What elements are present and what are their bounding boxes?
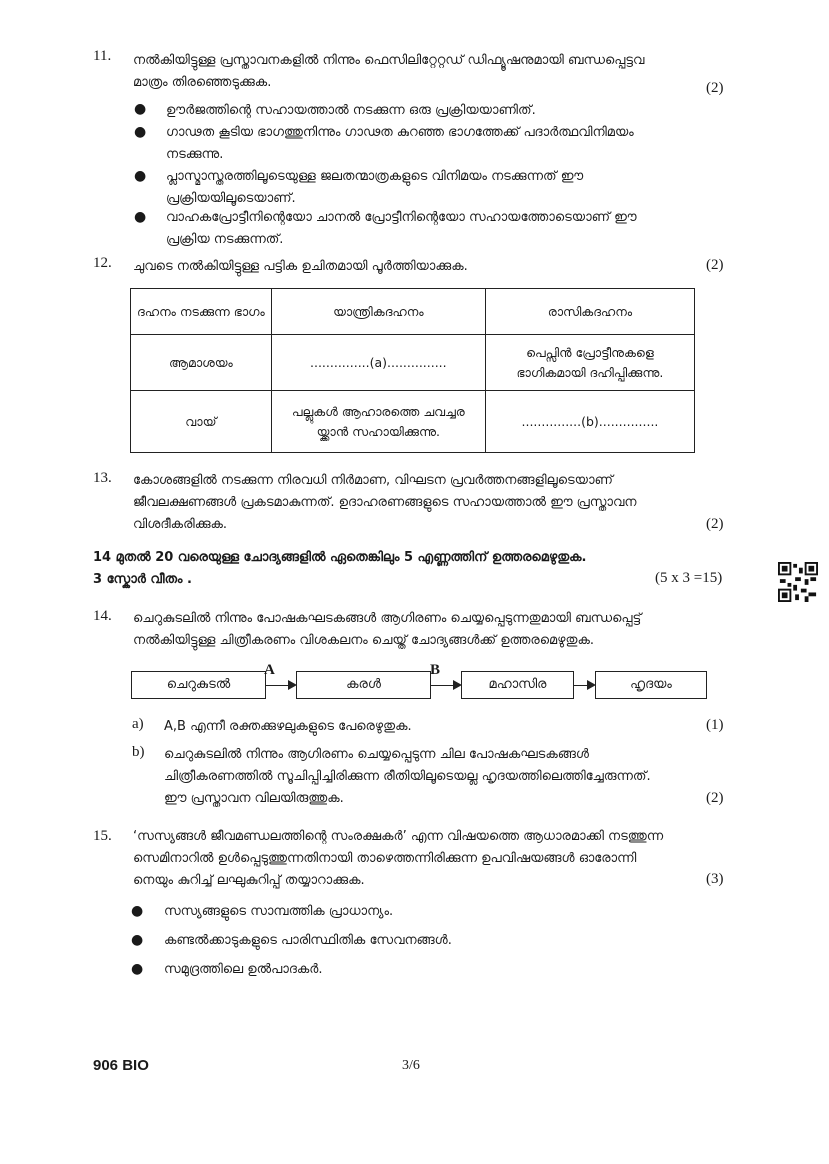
arrow-label-b: B xyxy=(430,662,441,678)
bullet-icon: ● xyxy=(134,101,147,117)
paper-code: 906 BIO xyxy=(93,1057,149,1074)
question-line: സെമിനാറിൽ ഉൾപ്പെടുത്തുന്നതിനായി താഴെത്തന്നിരിക്കുന്ന ഉപവിഷയങ്ങൾ ഓരോന്നി xyxy=(133,851,637,866)
question-line: ജീവലക്ഷണങ്ങൾ പ്രകടമാകുന്നത്. ഉദാഹരണങ്ങളുടെ സഹായത്താൽ ഈ പ്രസ്താവന xyxy=(133,495,637,510)
arrow-a xyxy=(266,685,295,686)
bullet-line: പ്ലാസ്മാസ്തരത്തിലൂടെയുള്ള ജലതന്മാത്രകളുടെ വിനിമയം നടക്കുന്നത് ഈ xyxy=(166,169,584,184)
bullet-icon: ● xyxy=(134,209,147,225)
bullet-line: നടക്കുന്നു. xyxy=(166,147,224,162)
bullet-text xyxy=(166,122,726,166)
question-text xyxy=(133,50,733,94)
bullet-icon: ● xyxy=(131,961,144,977)
arrow-b xyxy=(431,685,460,686)
question-number: 11. xyxy=(93,48,112,64)
table-cell: പെപ്സിൻ പ്രോട്ടീനുകളെ ഭാഗികമായി ദഹിപ്പിക്കുന്നു. xyxy=(485,335,694,391)
table-cell: ...............(b)............... xyxy=(485,391,694,453)
flow-box-small-intestine: ചെറുകുടൽ xyxy=(131,671,266,699)
table-row xyxy=(131,335,695,391)
section-line: 14 മുതൽ 20 വരെയുള്ള ചോദ്യങ്ങളിൽ ഏതെങ്കിലും 5 എണ്ണത്തിന് ഉത്തരമെഴുതുക. xyxy=(93,550,587,565)
page-number: 3/6 xyxy=(402,1058,420,1073)
arrow-to-heart xyxy=(574,685,594,686)
bullet-icon: ● xyxy=(131,903,144,919)
marks: (3) xyxy=(706,871,724,887)
subquestion-line: ചിത്രീകരണത്തിൽ സൂചിപ്പിച്ചിരിക്കുന്ന രീതിയിലൂടെയല്ല ഹൃദയത്തിലെത്തിച്ചേരുന്നത്. xyxy=(164,769,651,784)
marks: (5 x 3 =15) xyxy=(655,570,723,586)
bullet-text xyxy=(166,166,726,210)
question-number: 14. xyxy=(93,608,112,624)
question-line: നൽകിയിട്ടുള്ള ചിത്രീകരണം വിശകലനം ചെയ്ത് ചോദ്യങ്ങൾക്ക് ഉത്തരമെഴുതുക. xyxy=(133,633,594,648)
subquestion-line: ചെറുകുടലിൽ നിന്നും ആഗിരണം ചെയ്യപ്പെടുന്ന ചില പോഷകഘടകങ്ങൾ xyxy=(164,747,589,762)
bullet-icon: ● xyxy=(134,124,147,140)
bullet-text: കണ്ടൽക്കാടുകളുടെ പാരിസ്ഥിതിക സേവനങ്ങൾ. xyxy=(164,933,452,948)
section-line: 3 സ്കോർ വീതം . xyxy=(93,572,192,587)
bullet-text: സമുദ്രത്തിലെ ഉൽപാദകർ. xyxy=(164,962,323,977)
table-cell: ആമാശയം xyxy=(131,335,272,391)
question-text xyxy=(133,608,733,652)
table-cell: ...............(a)............... xyxy=(271,335,485,391)
question-text: ചുവടെ നൽകിയിട്ടുള്ള പട്ടിക ഉചിതമായി പൂർത്തിയാക്കുക. xyxy=(133,259,468,274)
subquestion-text: A,B എന്നീ രക്തക്കുഴലുകളുടെ പേരെഴുതുക. xyxy=(164,719,412,734)
question-line: നെയും കുറിച്ച് ലഘുകുറിപ്പ് തയ്യാറാക്കുക. xyxy=(133,873,365,888)
question-line: മാത്രം തിരഞ്ഞെടുക്കുക. xyxy=(133,75,272,90)
arrow-label-a: A xyxy=(264,662,275,678)
question-line: ചെറുകുടലിൽ നിന്നും പോഷകഘടകങ്ങൾ ആഗിരണം ചെയ്യപ്പെടുന്നതുമായി ബന്ധപ്പെട്ട് xyxy=(133,611,642,626)
bullet-line: ഊർജത്തിന്റെ സഹായത്താൽ നടക്കുന്ന ഒരു പ്രക്രിയയാണിത്. xyxy=(166,103,536,118)
bullet-icon: ● xyxy=(134,168,147,184)
subquestion-line: ഈ പ്രസ്താവന വിലയിരുത്തുക. xyxy=(164,791,344,806)
bullet-line: ഗാഢത കൂടിയ ഭാഗത്തുനിന്നും ഗാഢത കുറഞ്ഞ ഭാഗത്തേക്ക് പദാർത്ഥവിനിമയം xyxy=(166,125,634,140)
question-text xyxy=(133,470,713,536)
bullet-line: പ്രക്രിയ നടക്കുന്നത്. xyxy=(166,232,284,247)
qr-code-icon xyxy=(778,562,818,602)
section-instruction xyxy=(93,547,733,591)
bullet-text: സസ്യങ്ങളുടെ സാമ്പത്തിക പ്രാധാന്യം. xyxy=(164,904,394,919)
marks: (2) xyxy=(706,516,724,532)
subquestion-label: a) xyxy=(132,716,144,732)
table-header: യാന്ത്രികദഹനം xyxy=(271,289,485,335)
bullet-line: പ്രക്രിയയിലൂടെയാണ്. xyxy=(166,191,296,206)
marks: (2) xyxy=(706,790,724,806)
table-header: രാസികദഹനം xyxy=(485,289,694,335)
question-line: ‘സസ്യങ്ങൾ ജീവമണ്ഡലത്തിന്റെ സംരക്ഷകർ’ എന്ന വിഷയത്തെ ആധാരമാക്കി നടത്തുന്ന xyxy=(133,829,664,844)
flow-box-vena-cava: മഹാസിര xyxy=(461,671,574,699)
marks: (2) xyxy=(706,257,724,273)
question-number: 15. xyxy=(93,828,112,844)
bullet-text xyxy=(166,207,726,251)
question-number: 12. xyxy=(93,255,112,271)
bullet-text xyxy=(166,100,726,122)
question-text xyxy=(133,826,733,892)
flow-box-liver: കരൾ xyxy=(296,671,431,699)
question-line: കോശങ്ങളിൽ നടക്കുന്ന നിരവധി നിർമാണ, വിഘടന പ്രവർത്തനങ്ങളിലൂടെയാണ് xyxy=(133,473,613,488)
table-cell: പല്ലുകൾ ആഹാരത്തെ ചവച്ചര യ്ക്കാൻ സഹായിക്കുന്നു. xyxy=(271,391,485,453)
subquestion-label: b) xyxy=(132,744,145,760)
question-line: നൽകിയിട്ടുള്ള പ്രസ്താവനകളിൽ നിന്നും ഫെസിലിറ്റേറ്റഡ് ഡിഫ്യൂഷനുമായി ബന്ധപ്പെട്ടവ xyxy=(133,53,645,68)
marks: (2) xyxy=(706,80,724,96)
digestion-table xyxy=(130,288,695,453)
bullet-icon: ● xyxy=(131,932,144,948)
table-cell: വായ് xyxy=(131,391,272,453)
table-header-row xyxy=(131,289,695,335)
subquestion-text xyxy=(164,744,734,810)
question-number: 13. xyxy=(93,470,112,486)
question-line: വിശദീകരിക്കുക. xyxy=(133,517,228,532)
marks: (1) xyxy=(706,717,724,733)
flow-box-heart: ഹൃദയം xyxy=(595,671,707,699)
table-row xyxy=(131,391,695,453)
table-header: ദഹനം നടക്കുന്ന ഭാഗം xyxy=(131,289,272,335)
bullet-line: വാഹകപ്രോട്ടീനിന്റെയോ ചാനൽ പ്രോട്ടീനിന്റെയോ സഹായത്തോടെയാണ് ഈ xyxy=(166,210,637,225)
